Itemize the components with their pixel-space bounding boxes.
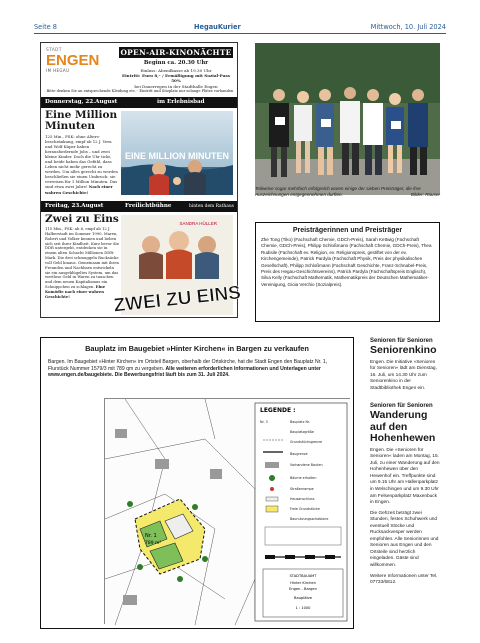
svg-text:Vorhandene Bauten: Vorhandene Bauten [290,463,323,467]
building-plot-article [40,337,354,629]
day2-text: 115 Min., FSK: ab 6, empf ab 12 J. Halberstadt im Sommer 1990. Maren, Robert und Volker kennen und lieben sich seit ihrer Kindheit. Kurz bevor die DDR untergeht, entdecken sie in einem alten Schacht Millionen DDR-Mark. Die drei schmuggeln Rucksäcke voll Geld hinaus. Gemeinsam mit ihren Freunden und Nachbarn entwickeln sie ein ausgeklügeltes System, um das wertlose Geld in Waren zu tauschen und dem neuen Kapitalismus ein Schnippchen zu schlagen. Eine Komödie nach einer wahren Geschichte! [45,227,119,299]
poster-eine-million-minuten [121,111,233,195]
ad-start-time: Beginn ca. 20.30 Uhr [143,60,209,66]
prize-text: Zhe Tong (Tiko) (Fachschaft Chemie, GDCh-Preis), Sarah Kettwig (Fachschaft Chemie, GDCh-Preis), Philipp Schloßmann (Fachschaft Chemie, GDCh-Preis), Thea Rudisile (Fachschaft ev. Religion, ev. Religionspreis, gestiftet von der ev. Kirchengemeinde), Patrick Pardyla (Fachschaft Physik, Preis der physikalischen Gesellschaft), Philipp Schloßmann (Fachschaft Geschichte, Franz-Schnabel-Preis, Preis des Hegau-Geschichtsvereins), Patrick Pardyla (Fachschaftspreis Englisch), Silva Kelly (Fachschaft Mathematik, Mathematikpreis der Deutschen Mathematiker-Vereinigung, Gioia Verchio (Sozialpreis). [261,237,432,287]
building-plot-title: Bauplatz im Baugebiet »Hinter Kirchen« in Bargen zu verkaufen [85,344,309,353]
headline-wanderung: Wanderung auf den Hohenhewen [370,409,436,445]
site-plan [104,398,350,624]
prize-winners-box [255,222,440,322]
headline-seniorenkino: Seniorenkino [370,344,437,356]
publication-name: HegauKurier [194,23,241,31]
svg-text:Bäume erhalten: Bäume erhalten [290,476,317,480]
page-header [34,22,446,34]
page-number: Seite 8 [34,23,58,31]
plan-scale: 1 : 1000 [295,606,311,610]
prize-title: Preisträgerinnen und Preisträger [292,227,403,234]
svg-text:Hausanschluss: Hausanschluss [290,497,315,501]
svg-text:Baunutzungsschablone: Baunutzungsschablone [290,517,329,521]
ad-headline: OPEN-AIR-KINONÄCHTE [120,48,232,57]
day1-text: 125 Min., FSK: ohne Alters-beschränkung, empf ab 12 J. Vera und Wolf Küper haben herausfordernde Jobs – und zwei kleine Kinder. Doch die Uhr tickt, und beide haben das Gefühl, dass Leben nicht mehr gerecht zu werden. Um alles gerecht zu werden beschließen sie einen Umbruch: sie verreisen für 1 Million Minuten. Das sind etwa zwei Jahre! Nach einer wahren Geschichte! [45,134,118,195]
kicker-1: Senioren für Senioren [370,338,433,344]
building-plot-text: Bargen. Im Baugebiet »Hinter Kirchen« im Ortsteil Bargen, oberhalb der Ortskirche, hat die Stadt Engen den Bauplatz Nr. 1, Flurstück Nummer 1579/3 mit 789 qm zu vergeben. Alle weiteren erforderlichen Informationen und Unterlagen unter www.engen.de/baugebiete. Die Bewerbungsfrist läuft bis zum 31. Juli 2024. [48,359,328,379]
open-air-cinema-ad [40,42,242,318]
svg-text:Hinter Kirchen: Hinter Kirchen [290,581,316,585]
svg-text:Bauplatzgröße: Bauplatzgröße [290,430,314,434]
day1-title: Eine Million Minuten [45,109,118,132]
svg-text:Bauplätze: Bauplätze [294,596,312,600]
text-seniorenkino: Engen. Die Initiative »Senioren für Senioren« lädt am Dienstag, 16. Juli, um 14.30 Uhr zum Seniorenkino in der Stadtbibliothek Engen ein. [370,359,437,391]
svg-text:Straßenrampe: Straßenrampe [290,487,314,491]
ad-entry-info: Einlass: Abendkasse ab 19.30 Uhr Eintritt: Euro 8,– / Ermäßigung mit Sozial-Pass 50% bei Dauerregen in der Stadthalle Engen [122,68,230,89]
ad-footnote: Bitte denken Sie an entsprechende Kleidung etc. · Eintritt und Sitzplatz nur solange Plätze vorhanden [46,89,234,93]
text-wanderung-2: Die Gehzeit beträgt zwei Stunden, festes Schuhwerk und eventuell Stöcke und Rucksackvesper werden empfohlen. Alle Seniorinnen und Senioren aus Engen und den Ortsteile sind herzlich eingeladen. Gäste sind willkommen. [370,510,439,569]
text-wanderung: Engen. Die »Senioren für Senioren« laden am Montag, 15. Juli, zu einer Wanderung auf den Hohenhewen über den Hewenhof ein. Treffpunkte sind um 9.15 Uhr am Hallenparkplatz in Welschingen und um 9.30 Uhr am Felsenparkplatz Maxenbuck in Engen. [370,447,440,506]
svg-text:Bauplatz Nr.: Bauplatz Nr. [290,420,311,424]
text-wanderung-3: Weitere Informationen unter Tel. 07733/6812. [370,573,438,586]
svg-text:Nr. 3: Nr. 3 [260,420,268,424]
issue-date: Mittwoch, 10. Juli 2024 [370,23,446,31]
photo-credit: Bilder: Rauser [410,191,440,197]
award-winners-photo [255,43,440,195]
day2-band: Freitag, 23.August Freilichtbühne hinten dem Rathaus [41,201,237,212]
svg-text:Engen - Bargen: Engen - Bargen [289,587,317,591]
lot-size: 789 m² [145,541,162,546]
day1-band: Donnerstag, 22.August im Erlebnisbad [41,97,237,108]
day2-title: Zwei zu Eins [45,213,119,225]
poster-zwei-zu-eins [112,215,242,317]
svg-text:Baugrenze: Baugrenze [290,452,308,456]
poster2-title-text: ZWEI ZU EINS [112,282,242,317]
svg-text:Grundstücksgrenze: Grundstücksgrenze [290,440,322,444]
engen-logo: STADT ENGEN IM HEGAU [46,48,100,73]
senior-column [370,337,440,591]
svg-text:Freie Grundstücke: Freie Grundstücke [290,507,320,511]
poster-title-text: EINE MILLION MINUTEN [125,151,229,161]
kicker-2: Senioren für Senioren [370,403,433,410]
lot-label: Nr. 1 [145,533,157,539]
svg-text:SANDRA HÜLLER: SANDRA HÜLLER [179,221,217,226]
svg-text:STADTBAUAMT: STADTBAUAMT [289,574,317,578]
svg-text:LEGENDE :: LEGENDE : [260,407,296,414]
